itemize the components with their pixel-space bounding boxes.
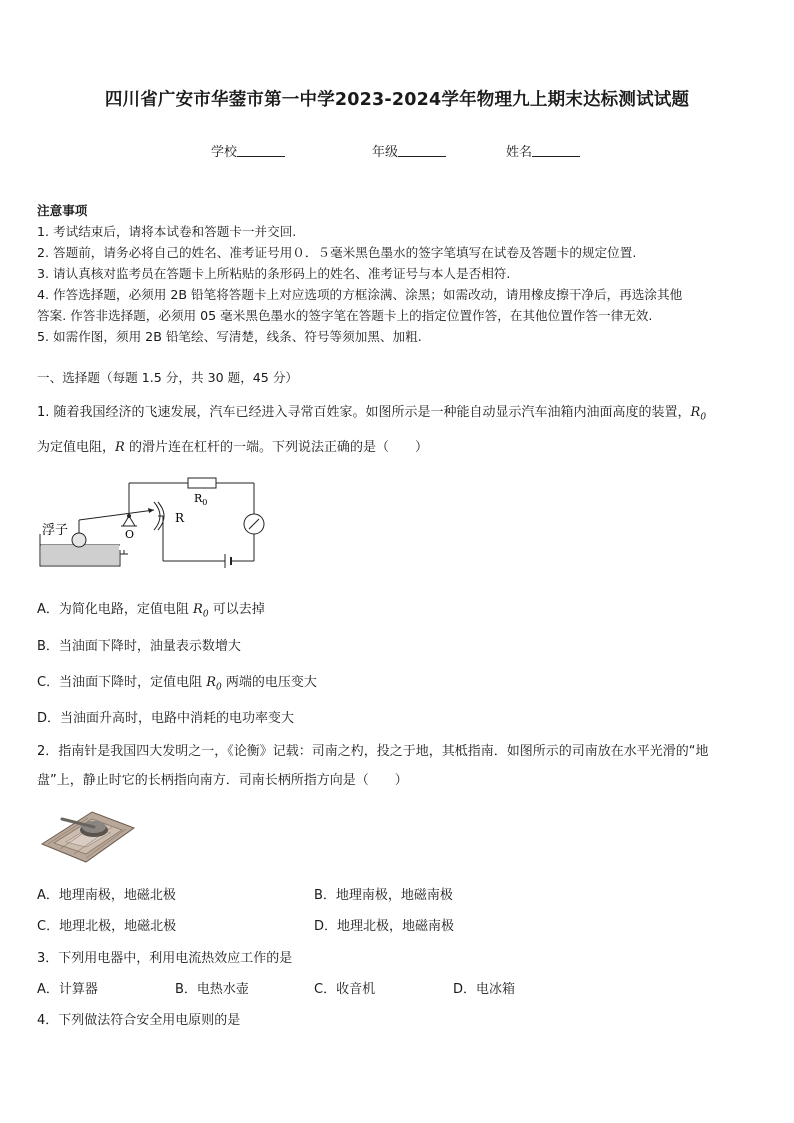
float-label: 浮子 <box>42 523 69 538</box>
note-item: 2. 答题前，请务必将自己的姓名、准考证号用０．５毫米黑色墨水的签字笔填写在试卷及答题卡的规定位置. <box>37 245 637 260</box>
r0-label: $R_0$ <box>194 492 208 507</box>
r-symbol: R <box>115 440 125 455</box>
school-field[interactable] <box>211 141 285 160</box>
q2-option-c[interactable]: C．地理北极，地磁北极 <box>37 919 177 934</box>
grade-field[interactable] <box>372 141 446 160</box>
note-item: 4. 作答选择题，必须用 2B 铅笔将答题卡上对应选项的方框涂满、涂黑；如需改动，请用橡皮擦干净后，再选涂其他 <box>37 287 683 302</box>
q1-option-b[interactable]: B．当油面下降时，油量表示数增大 <box>37 639 241 654</box>
q2-option-a[interactable]: A．地理南极，地磁北极 <box>37 888 176 903</box>
name-label: 姓名 <box>506 145 533 160</box>
q2-option-d[interactable]: D．地理北极，地磁南极 <box>314 919 455 934</box>
note-item: 答案. 作答非选择题，必须用 05 毫米黑色墨水的签字笔在答题卡上的指定位置作答，在其他位置作答一律无效. <box>37 308 653 323</box>
section-heading: 一、选择题（每题 1.5 分，共 30 题，45 分） <box>37 370 299 385</box>
q1-option-a[interactable]: A．为简化电路，定值电阻 $R_0$ 可以去掉 <box>37 602 265 620</box>
page-title: 四川省广安市华蓥市第一中学2023-2024学年物理九上期末达标测试试题 <box>104 90 690 110</box>
note-item: 1. 考试结束后，请将本试卷和答题卡一并交回. <box>37 224 297 239</box>
sinan-compass-image <box>40 806 136 864</box>
r0-symbol: $R_0$ <box>690 405 707 423</box>
notes-heading: 注意事项 <box>37 203 88 218</box>
question-2-stem-line2: 盘”上，静止时它的长柄指向南方．司南长柄所指方向是（ ） <box>37 773 408 788</box>
name-blank[interactable] <box>532 144 580 157</box>
r-label: R <box>175 511 185 525</box>
note-item: 3. 请认真核对监考员在答题卡上所粘贴的条形码上的姓名、准考证号与本人是否相符. <box>37 266 511 281</box>
q3-option-b[interactable]: B．电热水壶 <box>175 982 249 997</box>
question-2-stem-line1: 2．指南针是我国四大发明之一，《论衡》记载：司南之杓，投之于地，其柢指南．如图所示的司南放在水平光滑的“地 <box>37 744 709 759</box>
note-item: 5. 如需作图，须用 2B 铅笔绘、写清楚，线条、符号等须加黑、加粗. <box>37 329 422 344</box>
school-label: 学校 <box>211 145 238 160</box>
question-1-stem-line1: 1. 随着我国经济的飞速发展，汽车已经进入寻常百姓家。如图所示是一种能自动显示汽车油箱内油面高度的装置，$R_0$ <box>37 405 707 423</box>
q3-option-c[interactable]: C．收音机 <box>314 982 376 997</box>
question-3-stem: 3．下列用电器中，利用电流热效应工作的是 <box>37 951 293 966</box>
question-1-stem-line2: 为定值电阻，R 的滑片连在杠杆的一端。下列说法正确的是（ ） <box>37 440 428 455</box>
grade-label: 年级 <box>372 145 399 160</box>
school-blank[interactable] <box>237 144 285 157</box>
q3-option-d[interactable]: D．电冰箱 <box>453 982 516 997</box>
q1-option-d[interactable]: D．当油面升高时，电路中消耗的电功率变大 <box>37 711 295 726</box>
q1-option-c[interactable]: C．当油面下降时，定值电阻 $R_0$ 两端的电压变大 <box>37 675 317 693</box>
name-field[interactable] <box>506 141 580 160</box>
grade-blank[interactable] <box>398 144 446 157</box>
question-4-stem: 4．下列做法符合安全用电原则的是 <box>37 1013 241 1028</box>
q3-option-a[interactable]: A．计算器 <box>37 982 98 997</box>
q2-option-b[interactable]: B．地理南极，地磁南极 <box>314 888 453 903</box>
q1-circuit-figure <box>36 474 272 574</box>
pivot-label: O <box>125 528 135 541</box>
